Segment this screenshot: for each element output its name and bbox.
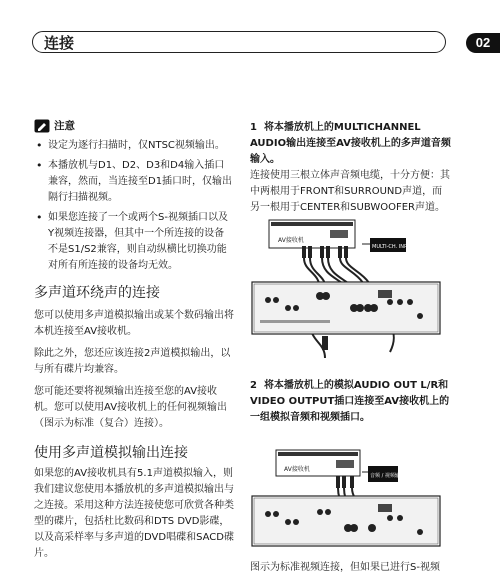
step-2-title: [250, 378, 452, 426]
step-2: [250, 378, 452, 426]
note-label: 注意: [54, 120, 75, 132]
chapter-badge: 02: [466, 33, 500, 53]
paragraph: 您可以使用多声道模拟输出或某个数码输出将本机连接至AV接收机。: [34, 310, 234, 337]
av-receiver: [269, 220, 355, 248]
paragraph: 您可能还要将视频输出连接至您的AV接收机。您可以使用AV接收机上的任何视频输出（图示为标准（复合）连接）。: [34, 386, 228, 429]
step-number: 1: [250, 122, 257, 133]
note-heading: [34, 118, 234, 133]
note-list: [34, 138, 234, 274]
paragraph: 除此之外，您还应该连接2声道模拟输出，以与所有碟片均兼容。: [34, 348, 231, 375]
cable-plugs: [336, 476, 354, 488]
section-heading-surround: 多声道环绕声的连接: [34, 285, 160, 301]
caption-text: 图示为标准视频连接，但如果已进行S-视频: [250, 562, 440, 573]
note-item: • 如果您连接了一个或两个S-视频插口以及Y视频连接器，但其中一个所连接的设备不是S1/S2兼容，则自动纵横比切换功能对所有所连接的设备均无效。: [34, 210, 234, 274]
callout-label: MULTI-CH. INPUTS: [372, 244, 417, 250]
left-column: [34, 118, 234, 568]
receiver-label: AV接收机: [278, 237, 304, 244]
av-receiver: [276, 450, 360, 476]
multi-ch-callout: [362, 238, 417, 252]
step-1-title: [250, 120, 452, 168]
callout-label: 音频 / 视频输入: [370, 473, 405, 479]
step-1: [250, 120, 452, 216]
av-input-callout: [362, 466, 405, 482]
step-1-text: 连接使用三根立体声音频电缆，十分方便：其中两根用于FRONT和SURROUND声道，而另一根用于CENTER和SUBWOOFER声道。: [250, 170, 450, 213]
paragraph: 如果您的AV接收机具有5.1声道模拟输入，则我们建议您使用本播放机的多声道模拟输出与之连接。采用这种方法连接使您可欣赏各种类型的碟片，包括杜比数码和DTS DVD影碟，以及高采样率与多声道的DVD唱碟和SACD碟片。: [34, 468, 234, 559]
page-header: [0, 0, 500, 90]
section-heading-multichannel: 使用多声道模拟输出连接: [34, 445, 188, 461]
connection-diagram-2: [250, 444, 446, 556]
pencil-note-icon: [34, 119, 50, 133]
step-1-title-text: 将本播放机上的MULTICHANNEL AUDIO输出连接至AV接收机上的多声道音频输入。: [250, 122, 451, 165]
receiver-label: AV接收机: [284, 466, 310, 473]
player-rear-panel: [252, 496, 440, 546]
note-item: • 设定为逐行扫描时，仅NTSC视频输出。: [34, 138, 234, 154]
page-title: 连接: [44, 34, 75, 52]
note-item: • 本播放机与D1、D2、D3和D4输入插口兼容，然而，当连接至D1插口时，仅输出隔行扫描视频。: [34, 158, 234, 206]
step-number: 2: [250, 380, 257, 391]
step-2-title-text: 将本播放机上的模拟AUDIO OUT L/R和VIDEO OUTPUT插口连接至AV接收机上的一组模拟音频和视频插口。: [250, 380, 450, 423]
connection-diagram-1: [250, 212, 446, 362]
player-rear-panel: [252, 282, 440, 334]
title-bar: [32, 31, 446, 53]
step-2-caption: [250, 560, 452, 576]
